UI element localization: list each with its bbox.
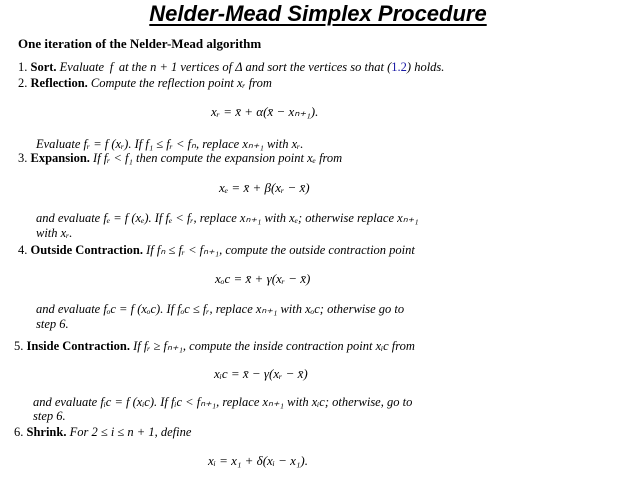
section-subtitle: One iteration of the Nelder-Mead algorithm xyxy=(18,36,262,51)
step-number: 4. xyxy=(18,243,28,257)
inside-contraction-evaluation: and evaluate fᵢc = f (xᵢc). If fᵢc < fₙ₊₁, replace xₙ₊₁ with xᵢc; otherwise, go to xyxy=(33,395,413,409)
step-text: Evaluate f at the n + 1 vertices of Δ and sort the vertices so that ( xyxy=(59,60,392,74)
outside-contraction-equation: xₒc = x̄ + γ(xᵣ − x̄) xyxy=(215,271,311,286)
reflection-evaluation: Evaluate fᵣ = f (xᵣ). If f₁ ≤ fᵣ < fₙ, replace xₙ₊₁ with xᵣ. xyxy=(36,137,304,151)
step-3 xyxy=(18,151,342,166)
step-4 xyxy=(18,242,415,258)
outside-contraction-evaluation: and evaluate fₒc = f (xₒc). If fₒc ≤ fᵣ, replace xₙ₊₁ with xₒc; otherwise go to xyxy=(36,302,405,316)
step-1 xyxy=(18,60,444,75)
inside-contraction-evaluation-cont: step 6. xyxy=(33,409,66,423)
step-number: 6. xyxy=(14,425,24,439)
step-number: 2. xyxy=(18,76,28,90)
inside-contraction-equation: xᵢc = x̄ − γ(xᵣ − x̄) xyxy=(214,366,308,381)
step-text: If fᵣ ≥ fₙ₊₁, compute the inside contraction point xᵢc from xyxy=(133,339,415,353)
step-heading: Reflection. xyxy=(30,76,88,90)
equation-reference-link[interactable]: 1.2 xyxy=(391,60,407,74)
step-heading: Inside Contraction. xyxy=(26,339,130,353)
step-text: For 2 ≤ i ≤ n + 1, define xyxy=(69,425,192,439)
step-text: If fₙ ≤ fᵣ < fₙ₊₁, compute the outside contraction point xyxy=(146,243,415,257)
step-6 xyxy=(14,425,191,440)
expansion-evaluation: and evaluate fₑ = f (xₑ). If fₑ < fᵣ, replace xₙ₊₁ with xₑ; otherwise replace xₙ₊₁ xyxy=(36,211,419,225)
step-number: 1. xyxy=(18,60,28,74)
step-heading: Sort. xyxy=(30,60,57,74)
step-text: Compute the reflection point xᵣ from xyxy=(90,76,272,90)
reflection-equation: xᵣ = x̄ + α(x̄ − xₙ₊₁). xyxy=(211,104,319,119)
outside-contraction-evaluation-cont: step 6. xyxy=(36,317,69,331)
step-number: 5. xyxy=(14,339,24,353)
step-number: 3. xyxy=(18,151,28,165)
step-text-end: ) holds. xyxy=(406,60,445,74)
step-5 xyxy=(14,338,415,354)
step-heading: Shrink. xyxy=(26,425,67,439)
expansion-evaluation-cont: with xᵣ. xyxy=(36,226,73,240)
page-title: Nelder-Mead Simplex Procedure xyxy=(149,1,487,26)
step-2 xyxy=(18,76,272,91)
step-text: If fᵣ < f₁ then compute the expansion point xₑ from xyxy=(93,151,343,165)
step-heading: Expansion. xyxy=(30,151,90,165)
step-heading: Outside Contraction. xyxy=(30,243,143,257)
expansion-equation: xₑ = x̄ + β(xᵣ − x̄) xyxy=(219,180,310,195)
shrink-equation: xᵢ = x₁ + δ(xᵢ − x₁). xyxy=(208,453,309,468)
